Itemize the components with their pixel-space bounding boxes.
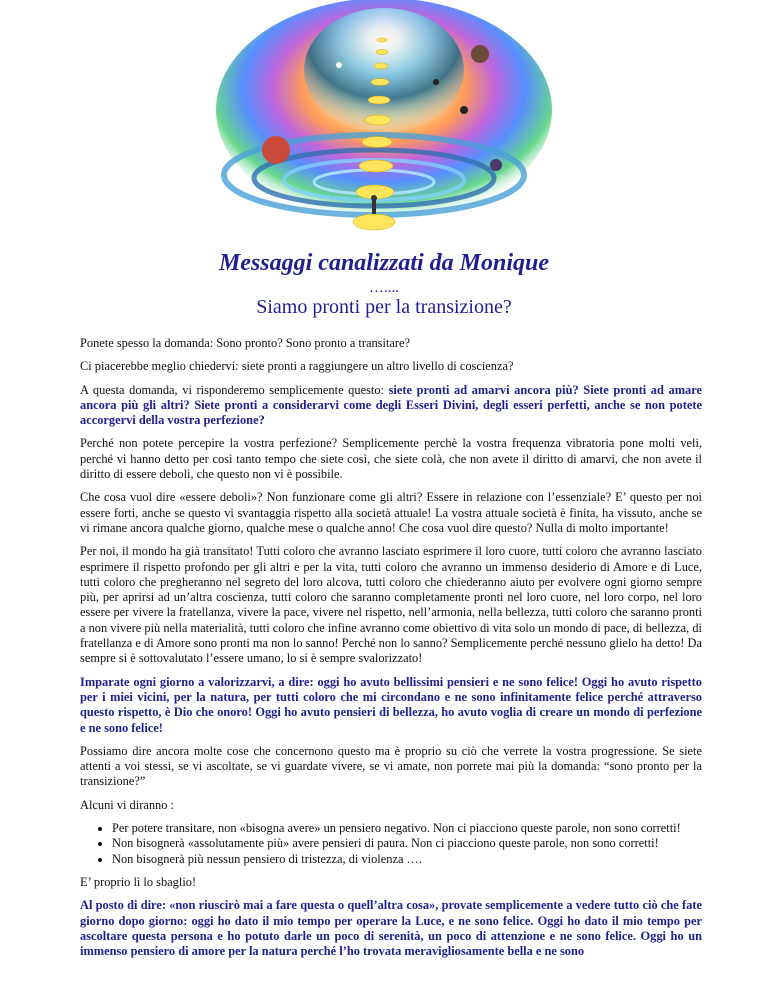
article-body: [80, 336, 702, 967]
page-subtitle: Siamo pronti per la transizione?: [256, 296, 512, 318]
paragraph-emphasis: Al posto di dire: «non riuscirò mai a fare questa o quell’altra cosa», provate semplicemente a vedere tutto ciò che fate giorno dopo giorno: oggi ho dato il mio tempo per operare la Luce, e ne sono felice. Oggi ho dato il mio tempo per ascoltare questa persona e ho potuto darle un poco di serenità, un poco di attenzione e ne sono felice. Oggi ho un immenso pensiero di amore per la natura perché l’ho trovata meravigliosamente bella e ne sono: [80, 898, 702, 959]
page-title: Messaggi canalizzati da Monique: [218, 250, 550, 276]
bullet-list: [80, 821, 702, 867]
paragraph-emphasis: Imparate ogni giorno a valorizzarvi, a dire: oggi ho avuto bellissimi pensieri e ne sono felice! Oggi ho avuto rispetto per i miei vicini, per la natura, per tutti coloro che mi circondano e ne sono infinitamente felice perché attraverso questo rispetto, è Dio che onoro! Oggi ho avuto pensieri di bellezza, ho avuto voglia di creare un mondo di perfezione e ne sono felice!: [80, 674, 702, 735]
cosmic-path-illustration: [214, 0, 554, 248]
title-ellipsis: …....: [369, 280, 399, 296]
list-item: • Per potere transitare, non «bisogna avere» un pensiero negativo. Non ci piacciono queste parole, non sono corretti!: [112, 821, 702, 836]
paragraph: Ci piacerebbe meglio chiedervi: siete pronti a raggiungere un altro livello di coscienza?: [80, 359, 514, 374]
paragraph: Che cosa vuol dire «essere deboli»? Non funzionare come gli altri? Essere in relazione con l’essenziale? E’ questo per noi essere forti, anche se questo vi svantaggia rispetto alla società attuale! La vostra attuale società è finita, ha vissuto, anche se vi rimane ancora qualche giorno, qualche mese o qualche anno! Che cosa vuol dire questo? Nulla di molto importante!: [80, 490, 702, 535]
list-item: • Non bisognerà più nessun pensiero di tristezza, di violenza ….: [112, 852, 702, 867]
paragraph-lead: A questa domanda, vi risponderemo semplicemente questo:: [80, 382, 389, 397]
paragraph: E’ proprio lì lo sbaglio!: [80, 874, 197, 889]
paragraph: [80, 383, 702, 429]
paragraph: Perché non potete percepire la vostra perfezione? Semplicemente perchè la vostra frequenza vibratoria pone molti veli, perché vi hanno detto per così tanto tempo che siete così, che siete colà, che non avete il diritto di amarvi, che non avete il diritto di essere deboli, che questo non vi è possibile.: [80, 436, 702, 482]
list-item: • Non bisognerà «assolutamente più» avere pensieri di paura. Non ci piacciono queste parole, non sono corretti!: [112, 836, 702, 851]
paragraph: Possiamo dire ancora molte cose che concernono questo ma è proprio su ciò che verrete la vostra progressione. Se siete attenti a voi stessi, se vi ascoltate, se vi guardate vivere, se vi amate, non porrete mai più la domanda: “sono pronto per la transizione?”: [80, 743, 702, 789]
paragraph: Alcuni vi diranno :: [80, 797, 174, 812]
paragraph: Ponete spesso la domanda: Sono pronto? Sono pronto a transitare?: [80, 336, 411, 350]
paragraph-emphasis: siete pronti ad amarvi ancora più? Siete pronti ad amare ancora più gli altri? Siete pronti a considerarvi come degli Esseri Divini, degli esseri perfetti, anche se non potete accorgervi della vostra perfezione?: [80, 382, 702, 428]
paragraph: Per noi, il mondo ha già transitato! Tutti coloro che avranno lasciato esprimere il loro cuore, tutti coloro che avranno lasciato esprimere il rispetto profondo per gli altri e per la vita, tutti coloro che avranno un immenso desiderio di Amore e di Luce, tutti coloro che pregheranno nel segreto del loro alcova, tutti coloro che chiederanno aiuto per evolvere ogni giorno sempre più, per aprirsi ad un’altra coscienza, tutti coloro che saranno completamente pronti nel loro cuore, nel loro corpo, nel loro essere per vivere la fratellanza, vivere la pace, vivere nel rispetto, nell’armonia, nella bellezza, tutti coloro che saranno pronti a non vivere più nella materialità, tutti coloro che infine avranno come obiettivo di vita solo un mondo di pace, di bellezza, di fratellanza e di Amore sono pronti ma non lo sanno! Perché non lo sanno? Semplicemente perché nessuno glielo ha detto! Da sempre si è sottovalutato l’essere umano, lo si è sempre svalorizzato!: [80, 544, 702, 666]
